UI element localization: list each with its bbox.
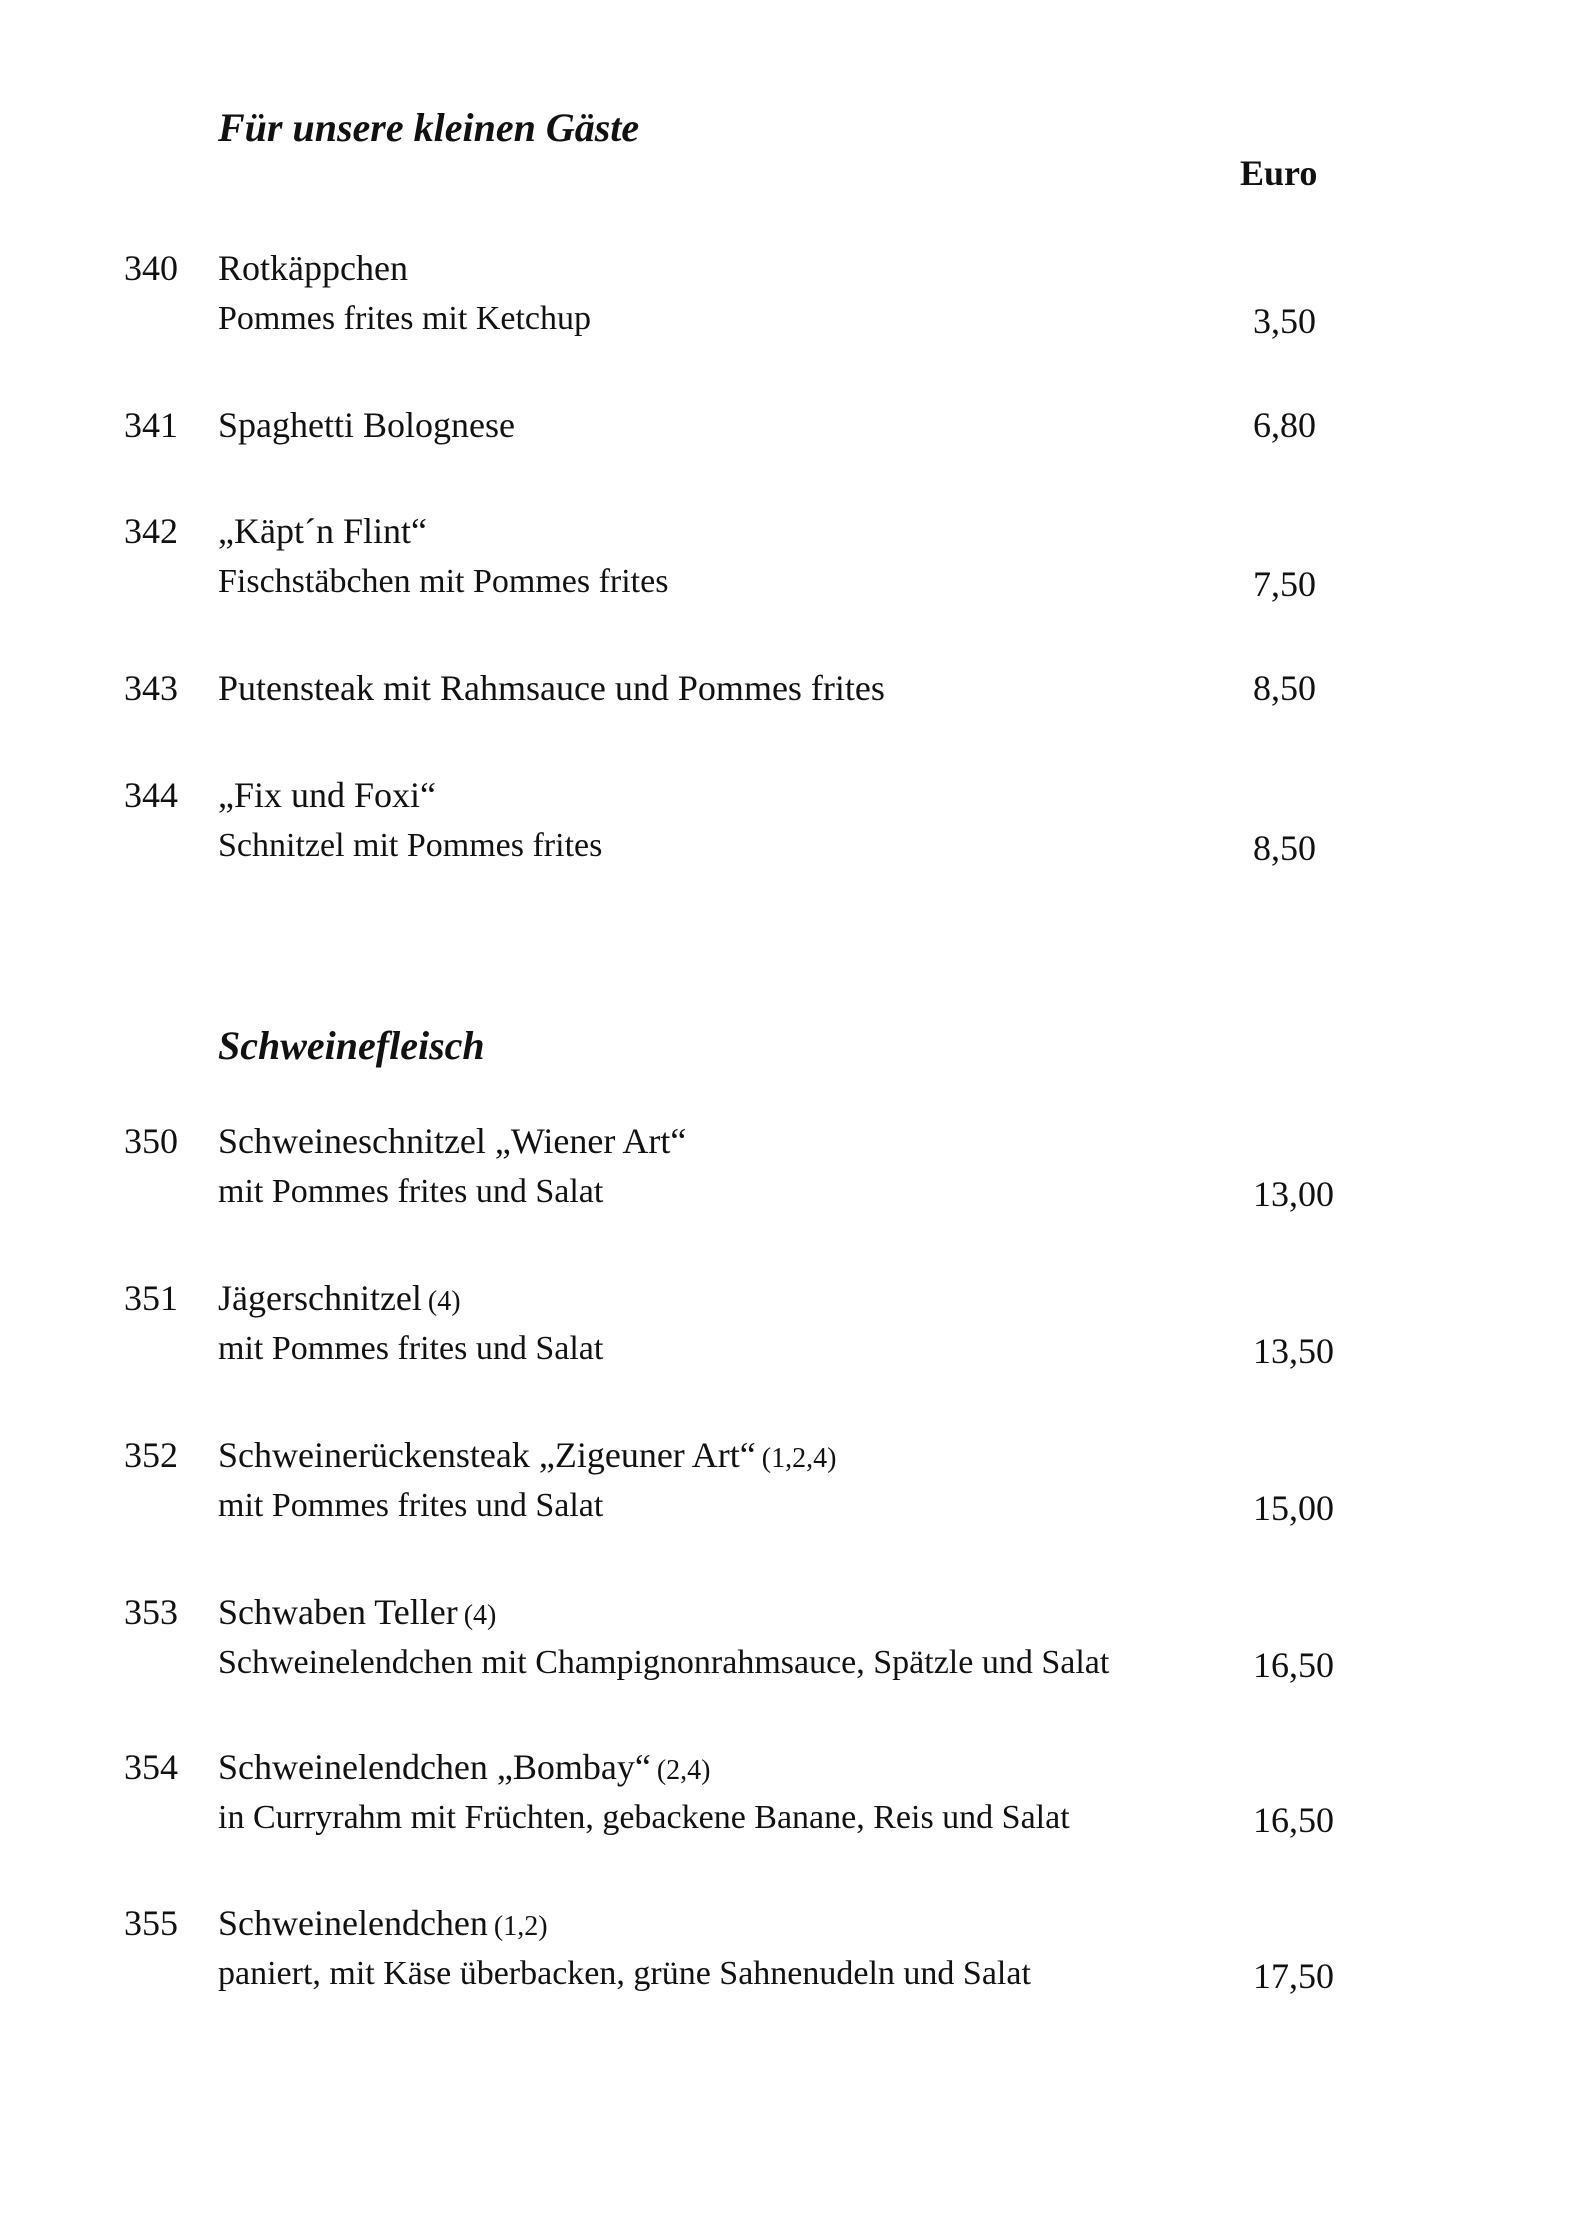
item-number: 353	[124, 1592, 178, 1632]
item-price: 13,00	[1253, 1174, 1334, 1214]
item-name: Schweinerückensteak „Zigeuner Art“	[218, 1435, 756, 1475]
currency-header: Euro	[1240, 153, 1318, 193]
item-price: 7,50	[1253, 564, 1316, 604]
item-name: Schweinelendchen	[218, 1903, 488, 1943]
item-price: 8,50	[1253, 828, 1316, 868]
item-description: mit Pommes frites und Salat	[218, 1330, 604, 1367]
menu-item-354	[0, 1746, 1570, 1856]
item-number: 343	[124, 668, 178, 708]
menu-item-350	[0, 1120, 1570, 1230]
item-name-row	[218, 1434, 836, 1476]
item-number: 351	[124, 1278, 178, 1318]
item-price: 8,50	[1253, 668, 1316, 708]
item-number: 354	[124, 1747, 178, 1787]
item-name-row	[218, 1277, 461, 1319]
item-name: Schweineschnitzel „Wiener Art“	[218, 1121, 687, 1161]
item-name-row	[218, 1746, 711, 1788]
menu-item-353	[0, 1591, 1570, 1701]
item-description: in Curryrahm mit Früchten, gebackene Banane, Reis und Salat	[218, 1799, 1070, 1836]
item-description: Pommes frites mit Ketchup	[218, 300, 592, 337]
item-name: Schweinelendchen „Bombay“	[218, 1747, 651, 1787]
item-number: 341	[124, 405, 178, 445]
menu-item-351	[0, 1277, 1570, 1387]
item-description: mit Pommes frites und Salat	[218, 1487, 604, 1524]
item-price: 13,50	[1253, 1331, 1334, 1371]
item-price: 15,00	[1253, 1488, 1334, 1528]
item-number: 340	[124, 248, 178, 288]
item-price: 3,50	[1253, 301, 1316, 341]
section-title-kids: Für unsere kleinen Gäste	[218, 105, 640, 150]
item-description: mit Pommes frites und Salat	[218, 1173, 604, 1210]
allergen-note: (4)	[463, 1600, 497, 1631]
menu-item-343	[0, 667, 1570, 777]
item-number: 344	[124, 775, 178, 815]
menu-item-344	[0, 774, 1570, 884]
item-description: paniert, mit Käse überbacken, grüne Sahnenudeln und Salat	[218, 1955, 1031, 1992]
item-name-row	[218, 1902, 548, 1944]
item-price: 6,80	[1253, 405, 1316, 445]
item-name: Schwaben Teller	[218, 1592, 458, 1632]
allergen-note: (1,2)	[493, 1911, 548, 1942]
allergen-note: (1,2,4)	[761, 1443, 837, 1474]
item-name-row	[218, 1591, 496, 1633]
item-number: 350	[124, 1121, 178, 1161]
item-number: 352	[124, 1435, 178, 1475]
item-description: Fischstäbchen mit Pommes frites	[218, 563, 669, 600]
item-price: 16,50	[1253, 1800, 1334, 1840]
allergen-note: (4)	[427, 1286, 461, 1317]
item-name: Rotkäppchen	[218, 248, 408, 288]
item-description: Schweinelendchen mit Champignonrahmsauce, Spätzle und Salat	[218, 1644, 1110, 1681]
menu-item-340	[0, 247, 1570, 357]
menu-item-342	[0, 510, 1570, 620]
item-name: „Fix und Foxi“	[218, 775, 437, 815]
item-price: 16,50	[1253, 1645, 1334, 1685]
item-name: Putensteak mit Rahmsauce und Pommes frites	[218, 668, 885, 708]
section-title-pork: Schweinefleisch	[218, 1023, 485, 1068]
menu-item-341	[0, 404, 1570, 514]
item-description: Schnitzel mit Pommes frites	[218, 827, 603, 864]
item-name: „Käpt´n Flint“	[218, 511, 427, 551]
item-number: 342	[124, 511, 178, 551]
menu-item-352	[0, 1434, 1570, 1544]
item-number: 355	[124, 1903, 178, 1943]
allergen-note: (2,4)	[656, 1755, 711, 1786]
menu-item-355	[0, 1902, 1570, 2012]
item-name: Jägerschnitzel	[218, 1278, 422, 1318]
item-name: Spaghetti Bolognese	[218, 405, 515, 445]
item-price: 17,50	[1253, 1956, 1334, 1996]
